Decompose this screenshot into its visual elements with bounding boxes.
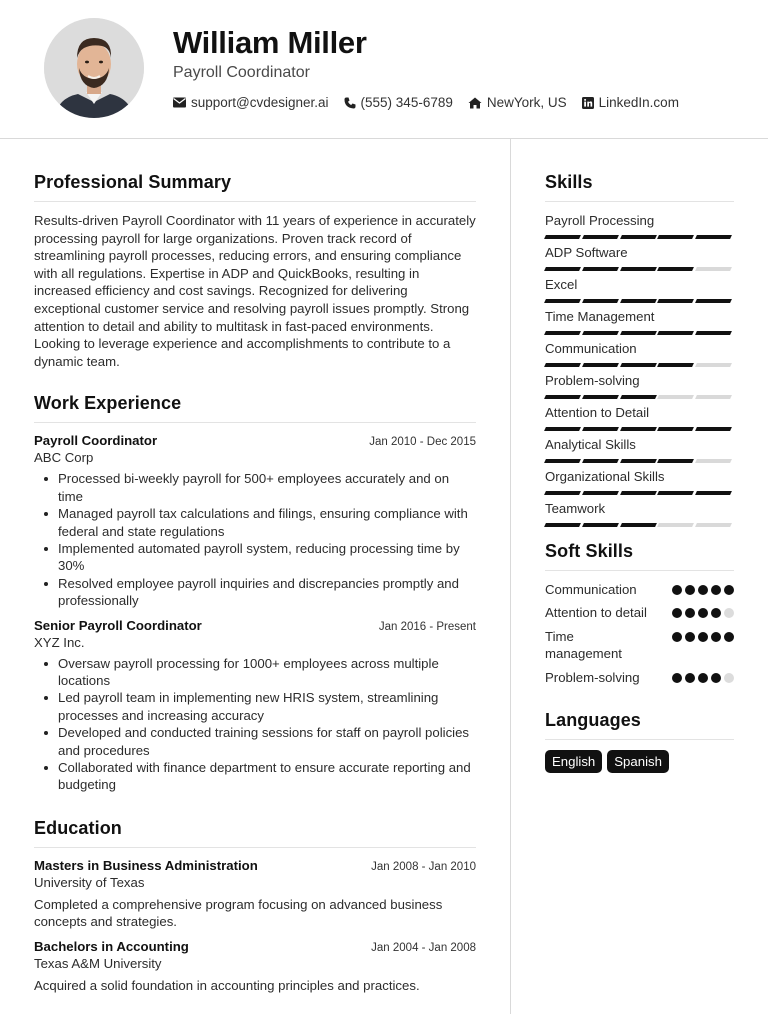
- job-dates: Jan 2016 - Present: [378, 620, 476, 633]
- location-text: NewYork, US: [486, 95, 567, 110]
- skill-level-bar: [545, 267, 734, 271]
- skill-level-segment: [582, 459, 619, 463]
- skill-level-segment: [544, 459, 581, 463]
- job-company: ABC Corp: [34, 450, 94, 466]
- soft-skills-list: [545, 581, 734, 686]
- skills-heading: Skills: [545, 172, 734, 202]
- skill-level-segment: [582, 523, 619, 527]
- contact-linkedin[interactable]: [582, 95, 679, 110]
- home-icon: [468, 97, 482, 109]
- rating-dot: [698, 673, 708, 683]
- skill-item: [545, 244, 734, 271]
- bullet-item: Implemented automated payroll system, reducing processing time by 30%: [34, 540, 476, 575]
- skill-level-segment: [657, 459, 694, 463]
- skill-level-segment: [620, 459, 657, 463]
- skill-level-segment: [695, 363, 732, 367]
- skill-name: Time Management: [545, 309, 655, 324]
- skill-level-bar: [545, 331, 734, 335]
- soft-skill-item: [545, 604, 734, 621]
- skill-level-segment: [695, 299, 732, 303]
- skill-level-segment: [582, 299, 619, 303]
- soft-skill-item: [545, 669, 734, 686]
- rating-dot: [724, 585, 734, 595]
- skill-level-segment: [544, 331, 581, 335]
- bullet-item: Led payroll team in implementing new HRIS system, streamlining processes and increasing accuracy: [34, 689, 476, 724]
- skill-level-segment: [582, 427, 619, 431]
- experience-heading: Work Experience: [34, 393, 476, 423]
- skill-level-bar: [545, 459, 734, 463]
- candidate-name: William Miller: [173, 25, 367, 60]
- job-entry: [34, 618, 476, 794]
- soft-skill-item: [545, 581, 734, 598]
- skill-level-segment: [620, 267, 657, 271]
- main-column: [34, 172, 476, 995]
- summary-section: [34, 172, 476, 370]
- skill-level-bar: [545, 395, 734, 399]
- education-section: [34, 818, 476, 995]
- school-name: Texas A&M University: [34, 956, 162, 972]
- soft-skills-section: [545, 541, 734, 686]
- education-description: Acquired a solid foundation in accounting principles and practices.: [34, 978, 420, 994]
- skills-list: [545, 212, 734, 527]
- skill-name: Teamwork: [545, 501, 606, 516]
- portrait-image: [44, 18, 144, 118]
- job-dates: Jan 2010 - Dec 2015: [369, 436, 476, 449]
- rating-dot: [698, 585, 708, 595]
- soft-skill-name: Time management: [545, 628, 622, 662]
- soft-skill-rating: [669, 608, 734, 618]
- rating-dot: [685, 608, 695, 618]
- rating-dot: [672, 585, 682, 595]
- skill-name: Organizational Skills: [545, 469, 665, 484]
- skill-level-segment: [620, 299, 657, 303]
- sidebar-column: [545, 172, 734, 773]
- skill-level-segment: [544, 267, 581, 271]
- skill-level-segment: [582, 395, 619, 399]
- skill-name: ADP Software: [545, 245, 628, 260]
- soft-skill-name: Communication: [545, 582, 637, 597]
- job-title: Payroll Coordinator: [34, 433, 158, 449]
- candidate-title: Payroll Coordinator: [173, 64, 310, 81]
- skill-level-segment: [695, 427, 732, 431]
- skill-name: Attention to Detail: [545, 405, 650, 420]
- bullet-item: Processed bi-weekly payroll for 500+ employees accurately and on time: [34, 470, 476, 505]
- phone-icon: [344, 97, 356, 109]
- soft-skill-name: Problem-solving: [545, 669, 640, 685]
- contact-location: [468, 95, 567, 110]
- language-badge: English: [545, 750, 602, 773]
- skills-section: [545, 172, 734, 527]
- job-company: XYZ Inc.: [34, 634, 85, 650]
- language-badge: Spanish: [607, 750, 669, 773]
- resume-header: [0, 0, 768, 139]
- job-entry: [34, 433, 476, 609]
- skill-item: [545, 468, 734, 495]
- profile-photo: [44, 18, 144, 118]
- rating-dot: [724, 608, 734, 618]
- skill-level-bar: [545, 523, 734, 527]
- contact-info: [173, 95, 694, 110]
- skill-name: Payroll Processing: [545, 213, 655, 228]
- skill-level-segment: [657, 427, 694, 431]
- summary-text: Results-driven Payroll Coordinator with 11 years of experience in accurately processing payroll for large organizations. Proven track record of streamlining payroll processes, reducing errors, and ensuring compliance with all regulations. Expertise in ADP and QuickBooks, resulting in increased efficiency and cost savings. Recognized for delivering exceptional customer service and resolving payroll issues promptly. Strong attention to detail and ability to multitask in fast-paced environments. Looking to leverage experience and accomplishments to contribute to a dynamic team.: [34, 213, 476, 369]
- skill-level-segment: [544, 491, 581, 495]
- skill-item: [545, 436, 734, 463]
- skill-item: [545, 372, 734, 399]
- soft-skill-rating: [669, 673, 734, 683]
- skill-item: [545, 500, 734, 527]
- skill-level-segment: [657, 491, 694, 495]
- languages-list: [545, 750, 734, 773]
- education-dates: Jan 2004 - Jan 2008: [371, 942, 476, 955]
- job-title: Senior Payroll Coordinator: [34, 617, 202, 633]
- skill-level-bar: [545, 491, 734, 495]
- skill-level-segment: [582, 331, 619, 335]
- skill-level-segment: [657, 331, 694, 335]
- skill-level-bar: [545, 235, 734, 239]
- soft-skills-heading: Soft Skills: [545, 541, 734, 571]
- bullet-item: Oversaw payroll processing for 1000+ employees across multiple locations: [34, 655, 476, 690]
- skill-item: [545, 404, 734, 431]
- job-bullets: [34, 655, 476, 794]
- skill-level-bar: [545, 299, 734, 303]
- skill-level-bar: [545, 427, 734, 431]
- skill-name: Problem-solving: [545, 373, 640, 388]
- job-bullets: [34, 470, 476, 609]
- rating-dot: [711, 608, 721, 618]
- linkedin-text: LinkedIn.com: [598, 95, 679, 110]
- skill-level-segment: [695, 235, 732, 239]
- skill-item: [545, 212, 734, 239]
- experience-section: [34, 393, 476, 794]
- bullet-item: Resolved employee payroll inquiries and discrepancies promptly and professionally: [34, 575, 476, 610]
- education-dates: Jan 2008 - Jan 2010: [371, 860, 476, 873]
- rating-dot: [724, 673, 734, 683]
- degree-title: Bachelors in Accounting: [34, 939, 189, 955]
- skill-name: Excel: [545, 277, 578, 292]
- skill-level-segment: [620, 363, 657, 367]
- skill-level-segment: [582, 235, 619, 239]
- skill-level-segment: [620, 331, 657, 335]
- rating-dot: [711, 632, 721, 642]
- skill-level-segment: [657, 267, 694, 271]
- education-entry: [34, 939, 476, 995]
- skill-level-segment: [695, 491, 732, 495]
- skill-level-segment: [657, 395, 694, 399]
- degree-title: Masters in Business Administration: [34, 857, 258, 873]
- skill-level-segment: [657, 235, 694, 239]
- rating-dot: [672, 632, 682, 642]
- education-description: Completed a comprehensive program focusing on advanced business concepts and strategies.: [34, 896, 443, 930]
- skill-level-segment: [620, 235, 657, 239]
- rating-dot: [685, 585, 695, 595]
- phone-text: (555) 345-6789: [360, 95, 453, 110]
- school-name: University of Texas: [34, 874, 145, 890]
- skill-level-segment: [695, 267, 732, 271]
- soft-skill-item: [545, 628, 734, 663]
- skill-level-segment: [695, 523, 732, 527]
- bullet-item: Managed payroll tax calculations and filings, ensuring compliance with federal and state regulations: [34, 505, 476, 540]
- skill-level-segment: [582, 267, 619, 271]
- rating-dot: [698, 632, 708, 642]
- skill-item: [545, 340, 734, 367]
- skill-level-segment: [544, 299, 581, 303]
- skill-level-bar: [545, 363, 734, 367]
- skill-name: Analytical Skills: [545, 437, 636, 452]
- skill-name: Communication: [545, 341, 637, 356]
- skill-level-segment: [657, 363, 694, 367]
- skill-level-segment: [657, 523, 694, 527]
- rating-dot: [711, 673, 721, 683]
- rating-dot: [685, 632, 695, 642]
- linkedin-icon: [582, 97, 594, 109]
- skill-item: [545, 308, 734, 335]
- summary-heading: Professional Summary: [34, 172, 476, 202]
- skill-item: [545, 276, 734, 303]
- soft-skill-rating: [669, 585, 734, 595]
- soft-skill-rating: [669, 632, 734, 642]
- rating-dot: [724, 632, 734, 642]
- skill-level-segment: [544, 395, 581, 399]
- column-divider: [510, 139, 511, 1014]
- skill-level-segment: [544, 235, 581, 239]
- skill-level-segment: [544, 427, 581, 431]
- skill-level-segment: [695, 395, 732, 399]
- skill-level-segment: [620, 523, 657, 527]
- skill-level-segment: [695, 331, 732, 335]
- skill-level-segment: [544, 363, 581, 367]
- bullet-item: Collaborated with finance department to ensure accurate reporting and budgeting: [34, 759, 476, 794]
- skill-level-segment: [620, 491, 657, 495]
- skill-level-segment: [620, 427, 657, 431]
- skill-level-segment: [620, 395, 657, 399]
- rating-dot: [672, 673, 682, 683]
- skill-level-segment: [544, 523, 581, 527]
- contact-phone[interactable]: [344, 95, 453, 110]
- rating-dot: [698, 608, 708, 618]
- rating-dot: [672, 608, 682, 618]
- rating-dot: [711, 585, 721, 595]
- skill-level-segment: [582, 363, 619, 367]
- education-entry: [34, 858, 476, 931]
- languages-heading: Languages: [545, 710, 734, 740]
- rating-dot: [685, 673, 695, 683]
- languages-section: [545, 710, 734, 773]
- skill-level-segment: [582, 491, 619, 495]
- bullet-item: Developed and conducted training sessions for staff on payroll policies and procedures: [34, 724, 476, 759]
- skill-level-segment: [657, 299, 694, 303]
- contact-email[interactable]: [173, 95, 329, 110]
- email-text: support@cvdesigner.ai: [191, 95, 329, 110]
- education-heading: Education: [34, 818, 476, 848]
- envelope-icon: [173, 97, 186, 108]
- skill-level-segment: [695, 459, 732, 463]
- soft-skill-name: Attention to detail: [545, 605, 647, 621]
